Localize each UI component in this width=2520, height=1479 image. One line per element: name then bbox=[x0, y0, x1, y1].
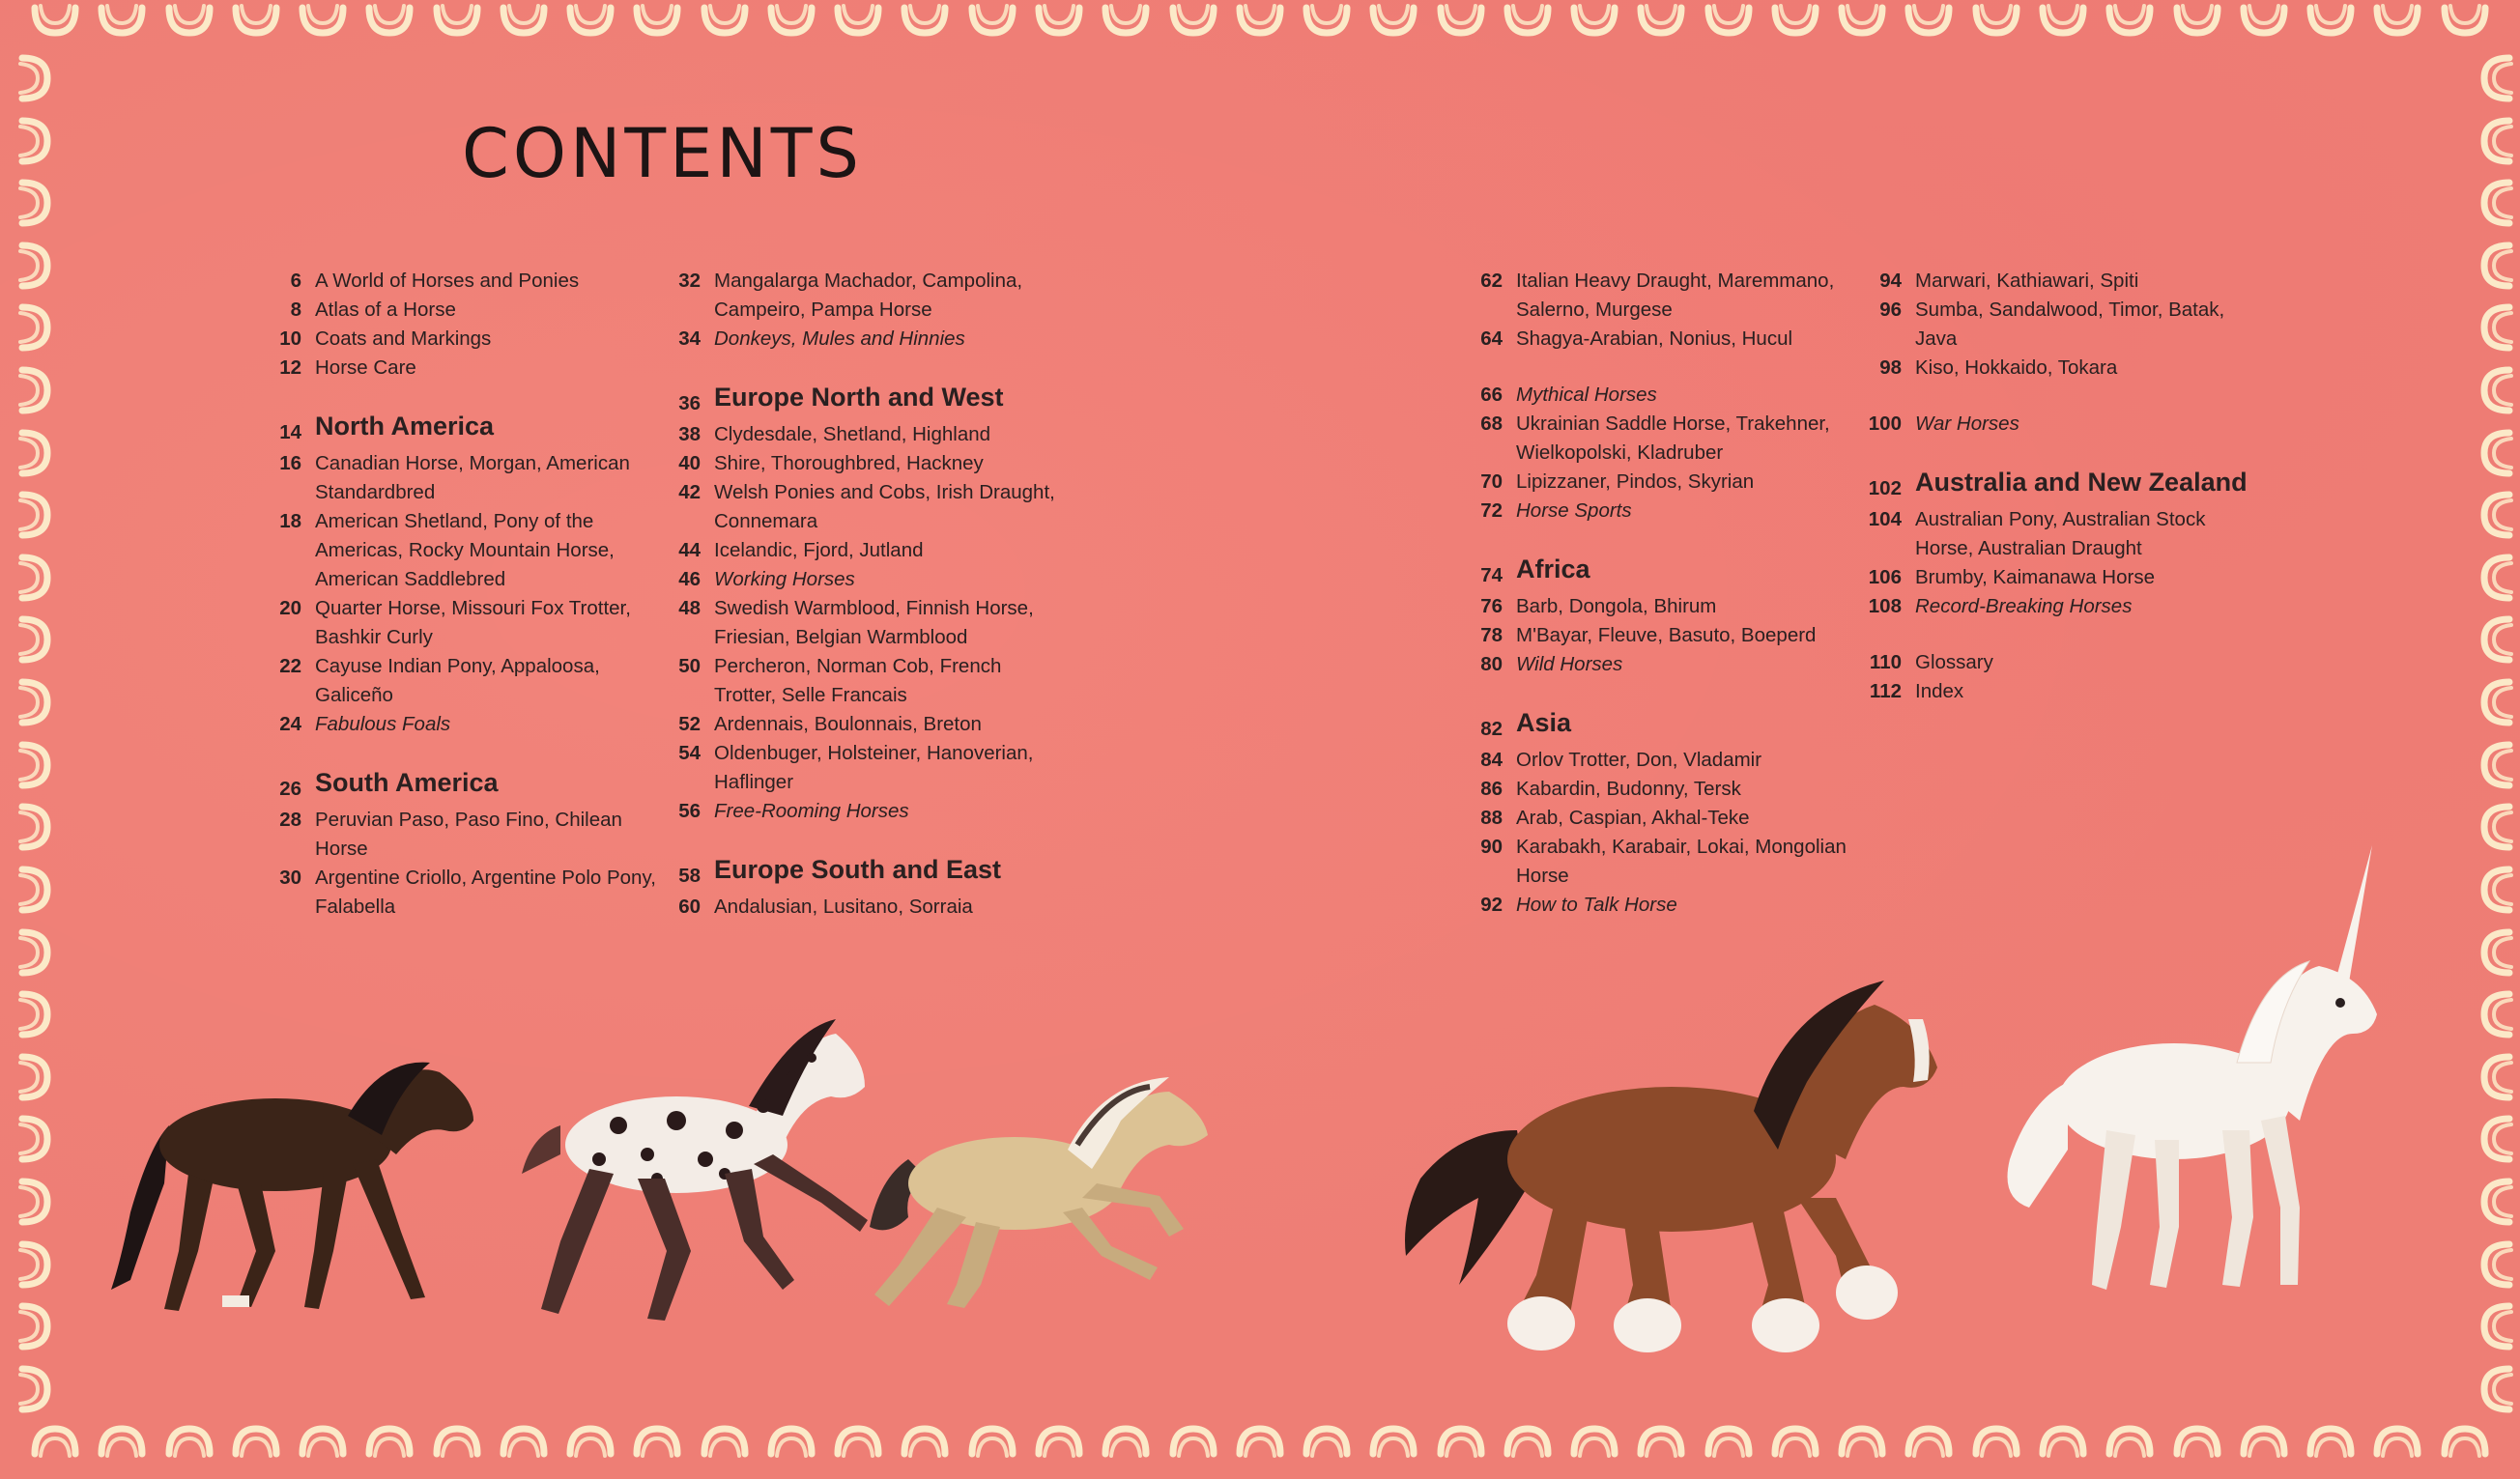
contents-entry bbox=[1462, 410, 1858, 468]
entry-title: Shagya-Arabian, Nonius, Hucul bbox=[1516, 327, 1793, 350]
horseshoe-icon bbox=[9, 1119, 49, 1171]
contents-entry bbox=[261, 325, 657, 354]
entry-title: Oldenbuger, Holsteiner, Hanoverian, Haflinger bbox=[714, 742, 1034, 793]
horseshoe-icon bbox=[2238, 0, 2290, 41]
section-heading bbox=[261, 410, 657, 449]
page-number: 16 bbox=[279, 452, 301, 474]
page-number: 94 bbox=[1879, 270, 1902, 292]
page-title: CONTENTS bbox=[462, 114, 863, 193]
section-heading bbox=[1462, 553, 1858, 592]
section-heading bbox=[1462, 706, 1858, 746]
horseshoe-border-right bbox=[2462, 58, 2520, 1421]
contents-entry bbox=[1462, 804, 1858, 833]
contents-entry bbox=[261, 507, 657, 594]
contents-entry bbox=[1861, 354, 2267, 383]
entry-title: Welsh Ponies and Cobs, Irish Draught, Connemara bbox=[714, 481, 1055, 532]
section-title: South America bbox=[315, 768, 499, 797]
page-number: 54 bbox=[678, 742, 701, 764]
contents-entry bbox=[660, 536, 1056, 565]
entry-title: Kabardin, Budonny, Tersk bbox=[1516, 778, 1741, 800]
horseshoe-icon bbox=[966, 1421, 1018, 1462]
contents-entry bbox=[1462, 775, 1858, 804]
clydesdale-horse-illustration bbox=[1382, 966, 1962, 1362]
horseshoe-icon bbox=[2471, 1057, 2511, 1109]
horseshoe-icon bbox=[2471, 1119, 2511, 1171]
page-number: 88 bbox=[1480, 807, 1503, 829]
entry-title: Kiso, Hokkaido, Tokara bbox=[1915, 356, 2118, 379]
horseshoe-icon bbox=[431, 0, 483, 41]
entry-title: Ukrainian Saddle Horse, Trakehner, Wielkopolski, Kladruber bbox=[1516, 412, 1830, 464]
contents-entry bbox=[1861, 505, 2267, 563]
appaloosa-horse-illustration bbox=[502, 1010, 908, 1338]
entry-title: Record-Breaking Horses bbox=[1915, 595, 2133, 617]
entry-title: Andalusian, Lusitano, Sorraia bbox=[714, 896, 973, 918]
horseshoe-icon bbox=[9, 807, 49, 859]
horseshoe-icon bbox=[9, 183, 49, 235]
contents-entry bbox=[660, 594, 1056, 652]
horseshoe-icon bbox=[2037, 1421, 2089, 1462]
horseshoe-icon bbox=[564, 0, 616, 41]
horseshoe-icon bbox=[765, 1421, 817, 1462]
section-title: North America bbox=[315, 412, 495, 441]
horseshoe-icon bbox=[1836, 1421, 1888, 1462]
contents-entry bbox=[660, 893, 1056, 922]
horseshoe-icon bbox=[1568, 1421, 1620, 1462]
page-number: 36 bbox=[678, 392, 701, 414]
horseshoe-icon bbox=[1568, 0, 1620, 41]
entry-title: How to Talk Horse bbox=[1516, 894, 1677, 916]
entry-title: Argentine Criollo, Argentine Polo Pony, Falabella bbox=[315, 867, 656, 918]
contents-entry bbox=[1861, 563, 2267, 592]
horseshoe-icon bbox=[631, 0, 683, 41]
horseshoe-icon bbox=[9, 1181, 49, 1234]
page-number: 102 bbox=[1868, 477, 1902, 499]
horseshoe-icon bbox=[363, 1421, 415, 1462]
contents-entry bbox=[261, 864, 657, 922]
page-number: 24 bbox=[279, 713, 301, 735]
page-number: 38 bbox=[678, 423, 701, 445]
horseshoe-icon bbox=[2471, 682, 2511, 734]
horseshoe-icon bbox=[230, 0, 282, 41]
horseshoe-icon bbox=[2471, 183, 2511, 235]
horseshoe-icon bbox=[1903, 0, 1955, 41]
contents-column-2 bbox=[660, 267, 1056, 922]
horseshoe-icon bbox=[2471, 745, 2511, 797]
horseshoe-icon bbox=[2471, 121, 2511, 173]
page-number: 20 bbox=[279, 597, 301, 619]
horseshoe-icon bbox=[2371, 0, 2423, 41]
page-number: 6 bbox=[290, 270, 301, 292]
page-number: 50 bbox=[678, 655, 701, 677]
horseshoe-icon bbox=[1167, 0, 1219, 41]
horseshoe-icon bbox=[2471, 58, 2511, 110]
horseshoe-icon bbox=[1167, 1421, 1219, 1462]
horseshoe-icon bbox=[2471, 994, 2511, 1046]
horseshoe-icon bbox=[2305, 1421, 2357, 1462]
contents-entry bbox=[1462, 381, 1858, 410]
horseshoe-icon bbox=[1502, 0, 1554, 41]
horseshoe-icon bbox=[498, 0, 550, 41]
horseshoe-icon bbox=[2238, 1421, 2290, 1462]
horseshoe-icon bbox=[9, 869, 49, 922]
entry-title: Index bbox=[1915, 680, 1964, 702]
horseshoe-icon bbox=[1367, 1421, 1419, 1462]
horseshoe-border-top bbox=[0, 0, 2520, 58]
entry-title: Lipizzaner, Pindos, Skyrian bbox=[1516, 470, 1755, 493]
entry-title: A World of Horses and Ponies bbox=[315, 270, 580, 292]
horseshoe-icon bbox=[2471, 869, 2511, 922]
section-heading bbox=[660, 381, 1056, 420]
contents-entry bbox=[1462, 497, 1858, 526]
contents-entry bbox=[1462, 650, 1858, 679]
horseshoe-icon bbox=[2439, 1421, 2491, 1462]
entry-title: Italian Heavy Draught, Maremmano, Salerno, Murgese bbox=[1516, 270, 1835, 321]
horseshoe-icon bbox=[1100, 0, 1152, 41]
contents-entry bbox=[1462, 621, 1858, 650]
page-number: 98 bbox=[1879, 356, 1902, 379]
horseshoe-icon bbox=[2471, 433, 2511, 485]
contents-entry bbox=[1462, 746, 1858, 775]
page-number: 84 bbox=[1480, 749, 1503, 771]
horseshoe-icon bbox=[2037, 0, 2089, 41]
page-number: 28 bbox=[279, 809, 301, 831]
page-number: 100 bbox=[1868, 412, 1902, 435]
horseshoe-icon bbox=[1435, 0, 1487, 41]
entry-title: Canadian Horse, Morgan, American Standardbred bbox=[315, 452, 630, 503]
page-number: 64 bbox=[1480, 327, 1503, 350]
page-number: 18 bbox=[279, 510, 301, 532]
section-title: Europe South and East bbox=[714, 855, 1002, 884]
horseshoe-icon bbox=[1301, 1421, 1353, 1462]
horseshoe-icon bbox=[1234, 0, 1286, 41]
entry-title: Fabulous Foals bbox=[315, 713, 451, 735]
horseshoe-icon bbox=[699, 0, 751, 41]
page-number: 74 bbox=[1480, 564, 1503, 586]
contents-entry bbox=[660, 797, 1056, 826]
horseshoe-icon bbox=[2471, 557, 2511, 610]
horseshoe-icon bbox=[2471, 1181, 2511, 1234]
horseshoe-icon bbox=[9, 619, 49, 671]
contents-column-1 bbox=[261, 267, 657, 922]
horseshoe-icon bbox=[2439, 0, 2491, 41]
contents-entry bbox=[1861, 677, 2267, 706]
section-title: Australia and New Zealand bbox=[1915, 468, 2248, 497]
horseshoe-icon bbox=[564, 1421, 616, 1462]
horseshoe-icon bbox=[1635, 1421, 1687, 1462]
horseshoe-icon bbox=[2471, 1244, 2511, 1296]
entry-title: Free-Rooming Horses bbox=[714, 800, 909, 822]
entry-title: Karabakh, Karabair, Lokai, Mongolian Horse bbox=[1516, 836, 1847, 887]
horseshoe-icon bbox=[765, 0, 817, 41]
page-number: 108 bbox=[1868, 595, 1902, 617]
contents-entry bbox=[1462, 325, 1858, 354]
horseshoe-icon bbox=[2104, 0, 2156, 41]
horseshoe-icon bbox=[1635, 0, 1687, 41]
horseshoe-icon bbox=[9, 745, 49, 797]
section-heading bbox=[1861, 466, 2267, 505]
horseshoe-icon bbox=[832, 1421, 884, 1462]
entry-title: Marwari, Kathiawari, Spiti bbox=[1915, 270, 2139, 292]
entry-title: Shire, Thoroughbred, Hackney bbox=[714, 452, 984, 474]
page-number: 60 bbox=[678, 896, 701, 918]
horseshoe-icon bbox=[2471, 245, 2511, 298]
horseshoe-icon bbox=[9, 495, 49, 547]
page-number: 52 bbox=[678, 713, 701, 735]
horseshoe-icon bbox=[2471, 932, 2511, 984]
horseshoe-icon bbox=[9, 1369, 49, 1421]
horseshoe-icon bbox=[1234, 1421, 1286, 1462]
page-number: 70 bbox=[1480, 470, 1503, 493]
page-number: 10 bbox=[279, 327, 301, 350]
page-number: 80 bbox=[1480, 653, 1503, 675]
page-number: 40 bbox=[678, 452, 701, 474]
horseshoe-icon bbox=[2371, 1421, 2423, 1462]
contents-entry bbox=[660, 565, 1056, 594]
section-heading bbox=[261, 766, 657, 806]
horseshoe-icon bbox=[9, 1057, 49, 1109]
contents-entry bbox=[1861, 410, 2267, 439]
page-number: 32 bbox=[678, 270, 701, 292]
contents-entry bbox=[1462, 891, 1858, 920]
horseshoe-icon bbox=[1367, 0, 1419, 41]
horseshoe-icon bbox=[2471, 495, 2511, 547]
horseshoe-icon bbox=[2171, 1421, 2223, 1462]
entry-title: Ardennais, Boulonnais, Breton bbox=[714, 713, 982, 735]
contents-entry bbox=[660, 739, 1056, 797]
contents-entry bbox=[261, 806, 657, 864]
entry-title: Barb, Dongola, Bhirum bbox=[1516, 595, 1717, 617]
horseshoe-icon bbox=[9, 682, 49, 734]
horseshoe-icon bbox=[230, 1421, 282, 1462]
entry-title: Cayuse Indian Pony, Appaloosa, Galiceño bbox=[315, 655, 600, 706]
contents-entry bbox=[261, 710, 657, 739]
page-number: 106 bbox=[1868, 566, 1902, 588]
page-number: 86 bbox=[1480, 778, 1503, 800]
page-number: 90 bbox=[1480, 836, 1503, 858]
contents-column-3 bbox=[1462, 267, 1858, 920]
contents-entry bbox=[261, 652, 657, 710]
horseshoe-icon bbox=[163, 0, 215, 41]
horseshoe-icon bbox=[631, 1421, 683, 1462]
page-number: 112 bbox=[1869, 680, 1902, 702]
contents-entry bbox=[660, 652, 1056, 710]
horseshoe-icon bbox=[9, 245, 49, 298]
horseshoe-icon bbox=[2471, 619, 2511, 671]
page-number: 14 bbox=[279, 421, 301, 443]
entry-title: Brumby, Kaimanawa Horse bbox=[1915, 566, 2155, 588]
horseshoe-icon bbox=[96, 1421, 148, 1462]
horseshoe-icon bbox=[297, 0, 349, 41]
horseshoe-icon bbox=[2171, 0, 2223, 41]
horseshoe-icon bbox=[2471, 1369, 2511, 1421]
page-number: 46 bbox=[678, 568, 701, 590]
contents-entry bbox=[261, 296, 657, 325]
entry-title: Percheron, Norman Cob, French Trotter, Selle Francais bbox=[714, 655, 1002, 706]
horseshoe-icon bbox=[1903, 1421, 1955, 1462]
entry-title: Mythical Horses bbox=[1516, 384, 1657, 406]
entry-title: Glossary bbox=[1915, 651, 1993, 673]
contents-entry bbox=[261, 594, 657, 652]
contents-entry bbox=[261, 449, 657, 507]
horseshoe-icon bbox=[1301, 0, 1353, 41]
entry-title: Australian Pony, Australian Stock Horse, Australian Draught bbox=[1915, 508, 2206, 559]
page-number: 96 bbox=[1879, 299, 1902, 321]
page-number: 78 bbox=[1480, 624, 1503, 646]
contents-entry bbox=[1462, 267, 1858, 325]
page-number: 48 bbox=[678, 597, 701, 619]
horseshoe-icon bbox=[699, 1421, 751, 1462]
page-number: 72 bbox=[1480, 499, 1503, 522]
horseshoe-icon bbox=[1033, 1421, 1085, 1462]
entry-title: Horse Care bbox=[315, 356, 416, 379]
page-number: 92 bbox=[1480, 894, 1503, 916]
entry-title: Working Horses bbox=[714, 568, 855, 590]
horseshoe-icon bbox=[1970, 1421, 2022, 1462]
page-number: 62 bbox=[1480, 270, 1503, 292]
entry-title: Coats and Markings bbox=[315, 327, 492, 350]
horseshoe-icon bbox=[2471, 807, 2511, 859]
contents-column-4 bbox=[1861, 267, 2267, 706]
horseshoe-icon bbox=[1703, 0, 1755, 41]
horseshoe-icon bbox=[9, 1244, 49, 1296]
contents-entry bbox=[1861, 296, 2267, 354]
horseshoe-icon bbox=[498, 1421, 550, 1462]
horseshoe-icon bbox=[9, 1306, 49, 1358]
horseshoe-icon bbox=[1100, 1421, 1152, 1462]
horseshoe-icon bbox=[1435, 1421, 1487, 1462]
entry-title: Donkeys, Mules and Hinnies bbox=[714, 327, 965, 350]
entry-title: Orlov Trotter, Don, Vladamir bbox=[1516, 749, 1762, 771]
entry-title: Horse Sports bbox=[1516, 499, 1632, 522]
entry-title: Clydesdale, Shetland, Highland bbox=[714, 423, 991, 445]
page-number: 82 bbox=[1480, 718, 1503, 740]
page-number: 68 bbox=[1480, 412, 1503, 435]
contents-entry bbox=[660, 325, 1056, 354]
entry-title: Swedish Warmblood, Finnish Horse, Friesian, Belgian Warmblood bbox=[714, 597, 1034, 648]
page-number: 76 bbox=[1480, 595, 1503, 617]
horseshoe-icon bbox=[2305, 0, 2357, 41]
page-number: 42 bbox=[678, 481, 701, 503]
horseshoe-border-left bbox=[0, 58, 58, 1421]
horseshoe-icon bbox=[2471, 370, 2511, 422]
contents-entry bbox=[261, 267, 657, 296]
horseshoe-icon bbox=[899, 0, 951, 41]
contents-entry bbox=[1861, 648, 2267, 677]
horseshoe-icon bbox=[1970, 0, 2022, 41]
unicorn-illustration bbox=[1990, 840, 2406, 1343]
contents-entry bbox=[1861, 267, 2267, 296]
contents-entry bbox=[660, 478, 1056, 536]
dark-bay-horse-illustration bbox=[92, 1038, 498, 1328]
horseshoe-icon bbox=[2471, 1306, 2511, 1358]
horseshoe-icon bbox=[1703, 1421, 1755, 1462]
page-number: 110 bbox=[1869, 651, 1902, 673]
entry-title: M'Bayar, Fleuve, Basuto, Boeperd bbox=[1516, 624, 1817, 646]
section-title: Europe North and West bbox=[714, 383, 1004, 412]
page-number: 58 bbox=[678, 865, 701, 887]
horseshoe-icon bbox=[2471, 307, 2511, 359]
contents-entry bbox=[660, 267, 1056, 325]
contents-entry bbox=[1462, 592, 1858, 621]
entry-title: War Horses bbox=[1915, 412, 2019, 435]
horseshoe-icon bbox=[29, 1421, 81, 1462]
horseshoe-icon bbox=[1033, 0, 1085, 41]
horseshoe-icon bbox=[966, 0, 1018, 41]
entry-title: Peruvian Paso, Paso Fino, Chilean Horse bbox=[315, 809, 622, 860]
horseshoe-icon bbox=[163, 1421, 215, 1462]
entry-title: Quarter Horse, Missouri Fox Trotter, Bashkir Curly bbox=[315, 597, 631, 648]
horseshoe-icon bbox=[9, 932, 49, 984]
section-title: Africa bbox=[1516, 555, 1590, 583]
horseshoe-icon bbox=[29, 0, 81, 41]
page-number: 26 bbox=[279, 778, 301, 800]
section-title: Asia bbox=[1516, 708, 1572, 737]
horseshoe-icon bbox=[9, 370, 49, 422]
contents-entry bbox=[1861, 592, 2267, 621]
page-number: 56 bbox=[678, 800, 701, 822]
page-number: 30 bbox=[279, 867, 301, 889]
contents-entry bbox=[1462, 468, 1858, 497]
horseshoe-icon bbox=[1836, 0, 1888, 41]
horseshoe-icon bbox=[9, 557, 49, 610]
page-number: 22 bbox=[279, 655, 301, 677]
horseshoe-icon bbox=[9, 433, 49, 485]
horseshoe-icon bbox=[431, 1421, 483, 1462]
page-number: 8 bbox=[290, 299, 301, 321]
entry-title: Wild Horses bbox=[1516, 653, 1623, 675]
horseshoe-icon bbox=[96, 0, 148, 41]
entry-title: Arab, Caspian, Akhal-Teke bbox=[1516, 807, 1750, 829]
horseshoe-icon bbox=[9, 307, 49, 359]
horseshoe-icon bbox=[832, 0, 884, 41]
entry-title: Sumba, Sandalwood, Timor, Batak, Java bbox=[1915, 299, 2225, 350]
horseshoe-icon bbox=[1769, 0, 1821, 41]
horseshoe-icon bbox=[9, 994, 49, 1046]
horseshoe-icon bbox=[9, 121, 49, 173]
contents-entry bbox=[261, 354, 657, 383]
entry-title: Mangalarga Machador, Campolina, Campeiro, Pampa Horse bbox=[714, 270, 1023, 321]
horseshoe-icon bbox=[1502, 1421, 1554, 1462]
page-number: 104 bbox=[1868, 508, 1902, 530]
page-number: 34 bbox=[678, 327, 701, 350]
horseshoe-icon bbox=[297, 1421, 349, 1462]
horseshoe-icon bbox=[1769, 1421, 1821, 1462]
entry-title: Icelandic, Fjord, Jutland bbox=[714, 539, 924, 561]
dun-pony-illustration bbox=[860, 1053, 1227, 1323]
entry-title: Atlas of a Horse bbox=[315, 299, 456, 321]
horseshoe-icon bbox=[2104, 1421, 2156, 1462]
entry-title: American Shetland, Pony of the Americas, Rocky Mountain Horse, American Saddlebred bbox=[315, 510, 615, 590]
contents-entry bbox=[660, 449, 1056, 478]
horseshoe-icon bbox=[9, 58, 49, 110]
page-number: 12 bbox=[279, 356, 301, 379]
page-number: 44 bbox=[678, 539, 701, 561]
contents-entry bbox=[1462, 833, 1858, 891]
horseshoe-border-bottom bbox=[0, 1421, 2520, 1479]
horseshoe-icon bbox=[363, 0, 415, 41]
contents-entry bbox=[660, 420, 1056, 449]
contents-entry bbox=[660, 710, 1056, 739]
horseshoe-icon bbox=[899, 1421, 951, 1462]
page-number: 66 bbox=[1480, 384, 1503, 406]
section-heading bbox=[660, 853, 1056, 893]
